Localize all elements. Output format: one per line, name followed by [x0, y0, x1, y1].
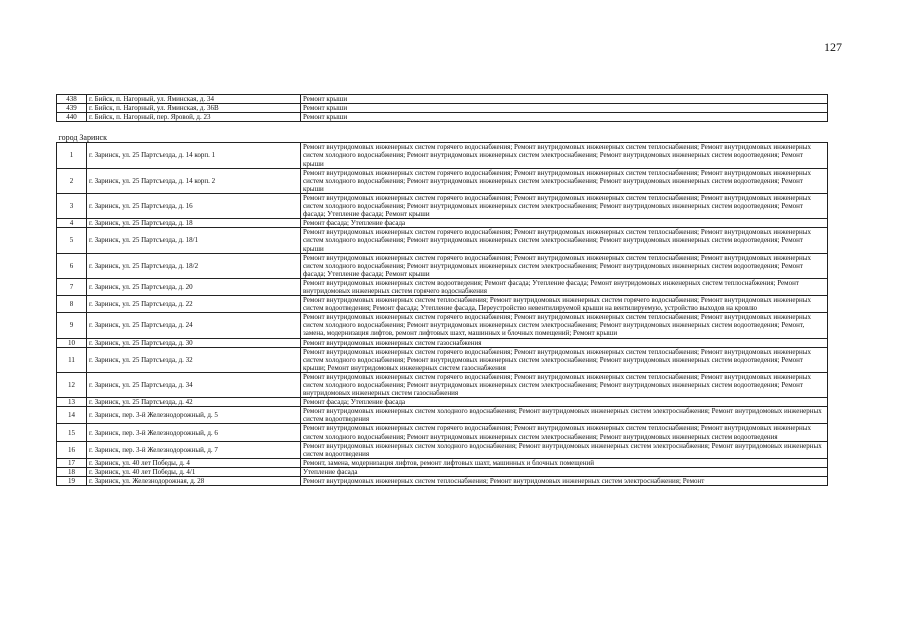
table-row	[57, 458, 828, 467]
row-works: Ремонт фасада; Утепление фасада	[301, 219, 828, 228]
table-row	[57, 193, 828, 218]
row-works: Ремонт внутридомовых инженерных систем горячего водоснабжения; Ремонт внутридомовых инженерных систем теплоснабжения; Ремонт внутридомовых инженерных систем холодного водоснабжения; Ремонт внутридомовых инженерных систем электроснабжения; Ремонт внутридомовых инженерных систем водоотведения; Ремонт, замена, модернизация лифтов, ремонт лифтовых шахт, машинных и блочных помещений; Ремонт крыши	[301, 313, 828, 338]
row-number: 15	[57, 424, 87, 441]
table-row	[57, 278, 828, 295]
row-address: г. Заринск, пер. 3-й Железнодорожный, д. 6	[87, 424, 301, 441]
row-number: 4	[57, 219, 87, 228]
row-address: г. Заринск, ул. 40 лет Победы, д. 4	[87, 458, 301, 467]
row-works: Ремонт крыши	[301, 113, 828, 122]
page-number: 127	[824, 40, 842, 54]
row-address: г. Бийск, п. Нагорный, ул. Яминская, д. 36В	[87, 104, 301, 113]
table-body	[57, 95, 828, 486]
row-address: г. Заринск, ул. 25 Партсъезда, д. 22	[87, 296, 301, 313]
row-number: 7	[57, 278, 87, 295]
table-row	[57, 372, 828, 397]
row-works: Ремонт крыши	[301, 95, 828, 104]
row-works: Ремонт внутридомовых инженерных систем горячего водоснабжения; Ремонт внутридомовых инженерных систем теплоснабжения; Ремонт внутридомовых инженерных систем холодного водоснабжения; Ремонт внутридомовых инженерных систем электроснабжения; Ремонт внутридомовых инженерных систем водоотведения; Ремонт внутридомовых инженерных систем газоснабжения	[301, 372, 828, 397]
row-works: Ремонт внутридомовых инженерных систем теплоснабжения; Ремонт внутридомовых инженерных систем электроснабжения; Ремонт	[301, 477, 828, 486]
row-works: Ремонт внутридомовых инженерных систем горячего водоснабжения; Ремонт внутридомовых инженерных систем теплоснабжения; Ремонт внутридомовых инженерных систем холодного водоснабжения; Ремонт внутридомовых инженерных систем электроснабжения; Ремонт внутридомовых инженерных систем водоотведения; Ремонт фасада; Утепление фасада; Ремонт крыши	[301, 193, 828, 218]
table-row	[57, 338, 828, 347]
row-works: Ремонт внутридомовых инженерных систем горячего водоснабжения; Ремонт внутридомовых инженерных систем теплоснабжения; Ремонт внутридомовых инженерных систем холодного водоснабжения; Ремонт внутридомовых инженерных систем электроснабжения; Ремонт внутридомовых инженерных систем водоотведения; Ремонт крыши; Ремонт внутридомовых инженерных систем газоснабжения	[301, 347, 828, 372]
table-row	[57, 95, 828, 104]
row-works: Ремонт внутридомовых инженерных систем горячего водоснабжения; Ремонт внутридомовых инженерных систем теплоснабжения; Ремонт внутридомовых инженерных систем холодного водоснабжения; Ремонт внутридомовых инженерных систем электроснабжения; Ремонт внутридомовых инженерных систем водоотведения; Ремонт крыши	[301, 228, 828, 253]
section-title: город Заринск	[57, 122, 828, 143]
row-number: 14	[57, 407, 87, 424]
row-address: г. Заринск, ул. 25 Партсъезда, д. 14 корп. 2	[87, 168, 301, 193]
row-number: 10	[57, 338, 87, 347]
row-works: Утепление фасада	[301, 467, 828, 476]
row-address: г. Заринск, ул. 25 Партсъезда, д. 14 корп. 1	[87, 143, 301, 168]
row-works: Ремонт внутридомовых инженерных систем газоснабжения	[301, 338, 828, 347]
row-number: 6	[57, 253, 87, 278]
table-row	[57, 104, 828, 113]
row-address: г. Заринск, ул. 25 Партсъезда, д. 18/2	[87, 253, 301, 278]
table-row	[57, 113, 828, 122]
row-address: г. Заринск, ул. 25 Партсъезда, д. 20	[87, 278, 301, 295]
row-number: 2	[57, 168, 87, 193]
row-number: 8	[57, 296, 87, 313]
row-address: г. Бийск, п. Нагорный, пер. Яровой, д. 23	[87, 113, 301, 122]
row-address: г. Заринск, ул. 25 Партсъезда, д. 30	[87, 338, 301, 347]
row-address: г. Заринск, ул. 25 Партсъезда, д. 32	[87, 347, 301, 372]
row-number: 16	[57, 441, 87, 458]
row-address: г. Заринск, ул. 25 Партсъезда, д. 16	[87, 193, 301, 218]
table-row	[57, 407, 828, 424]
row-works: Ремонт внутридомовых инженерных систем холодного водоснабжения; Ремонт внутридомовых инженерных систем электроснабжения; Ремонт внутридомовых инженерных систем водоотведения	[301, 407, 828, 424]
table-row	[57, 467, 828, 476]
row-number: 439	[57, 104, 87, 113]
row-works: Ремонт крыши	[301, 104, 828, 113]
table-row	[57, 398, 828, 407]
row-number: 440	[57, 113, 87, 122]
row-address: г. Заринск, ул. 25 Партсъезда, д. 18	[87, 219, 301, 228]
table-row	[57, 441, 828, 458]
table-row	[57, 143, 828, 168]
row-number: 19	[57, 477, 87, 486]
row-number: 11	[57, 347, 87, 372]
row-address: г. Заринск, ул. Железнодорожная, д. 28	[87, 477, 301, 486]
table-row	[57, 424, 828, 441]
row-works: Ремонт внутридомовых инженерных систем холодного водоснабжения; Ремонт внутридомовых инженерных систем электроснабжения; Ремонт внутридомовых инженерных систем водоотведения	[301, 441, 828, 458]
row-address: г. Заринск, пер. 3-й Железнодорожный, д. 5	[87, 407, 301, 424]
repair-table	[56, 94, 828, 486]
row-number: 5	[57, 228, 87, 253]
table-row	[57, 219, 828, 228]
row-works: Ремонт внутридомовых инженерных систем горячего водоснабжения; Ремонт внутридомовых инженерных систем теплоснабжения; Ремонт внутридомовых инженерных систем холодного водоснабжения; Ремонт внутридомовых инженерных систем электроснабжения; Ремонт внутридомовых инженерных систем водоотведения; Ремонт крыши	[301, 168, 828, 193]
row-number: 18	[57, 467, 87, 476]
row-number: 438	[57, 95, 87, 104]
table-row	[57, 296, 828, 313]
row-address: г. Заринск, ул. 40 лет Победы, д. 4/1	[87, 467, 301, 476]
row-number: 9	[57, 313, 87, 338]
row-address: г. Заринск, ул. 25 Партсъезда, д. 42	[87, 398, 301, 407]
row-number: 12	[57, 372, 87, 397]
row-address: г. Бийск, п. Нагорный, ул. Яминская, д. 34	[87, 95, 301, 104]
row-works: Ремонт внутридомовых инженерных систем водоотведения; Ремонт фасада; Утепление фасада; Ремонт внутридомовых инженерных систем теплоснабжения; Ремонт внутридомовых инженерных систем горячего водоснабжения	[301, 278, 828, 295]
table-row	[57, 168, 828, 193]
row-works: Ремонт внутридомовых инженерных систем горячего водоснабжения; Ремонт внутридомовых инженерных систем теплоснабжения; Ремонт внутридомовых инженерных систем холодного водоснабжения; Ремонт внутридомовых инженерных систем электроснабжения; Ремонт внутридомовых инженерных систем водоотведения; Ремонт фасада; Утепление фасада; Ремонт крыши	[301, 253, 828, 278]
row-works: Ремонт внутридомовых инженерных систем горячего водоснабжения; Ремонт внутридомовых инженерных систем теплоснабжения; Ремонт внутридомовых инженерных систем холодного водоснабжения; Ремонт внутридомовых инженерных систем электроснабжения; Ремонт внутридомовых инженерных систем водоотведения; Ремонт крыши	[301, 143, 828, 168]
row-number: 17	[57, 458, 87, 467]
table-row	[57, 228, 828, 253]
row-works: Ремонт, замена, модернизация лифтов, ремонт лифтовых шахт, машинных и блочных помещений	[301, 458, 828, 467]
row-works: Ремонт внутридомовых инженерных систем теплоснабжения; Ремонт внутридомовых инженерных систем горячего водоснабжения; Ремонт внутридомовых инженерных систем водоотведения; Ремонт фасада; Утепление фасада, Переустройство невентилируемой крыши на вентилируемую, устройство выходов на кровлю	[301, 296, 828, 313]
row-works: Ремонт внутридомовых инженерных систем горячего водоснабжения; Ремонт внутридомовых инженерных систем теплоснабжения; Ремонт внутридомовых инженерных систем холодного водоснабжения; Ремонт внутридомовых инженерных систем электроснабжения; Ремонт внутридомовых инженерных систем водоотведения	[301, 424, 828, 441]
table-row	[57, 313, 828, 338]
row-number: 3	[57, 193, 87, 218]
row-number: 13	[57, 398, 87, 407]
row-address: г. Заринск, ул. 25 Партсъезда, д. 18/1	[87, 228, 301, 253]
table-row	[57, 253, 828, 278]
row-works: Ремонт фасада; Утепление фасада	[301, 398, 828, 407]
section-header-row	[57, 122, 828, 143]
row-address: г. Заринск, пер. 3-й Железнодорожный, д. 7	[87, 441, 301, 458]
table-row	[57, 477, 828, 486]
row-address: г. Заринск, ул. 25 Партсъезда, д. 34	[87, 372, 301, 397]
row-address: г. Заринск, ул. 25 Партсъезда, д. 24	[87, 313, 301, 338]
row-number: 1	[57, 143, 87, 168]
table-row	[57, 347, 828, 372]
